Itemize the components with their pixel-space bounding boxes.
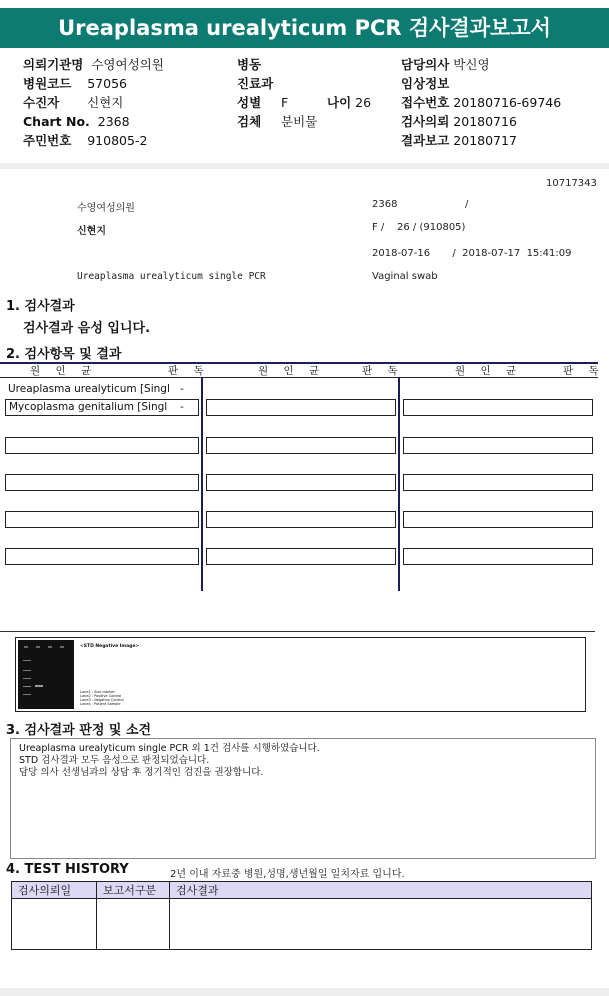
empty-cell — [403, 511, 593, 528]
empty-cell — [97, 899, 170, 950]
empty-cell — [403, 399, 593, 416]
gel-caption: <STD Negative Image> — [80, 644, 140, 649]
ward-label: 병동 — [237, 57, 262, 72]
institution-label: 의뢰기관명 — [23, 57, 84, 72]
item-name-1: Ureaplasma urealyticum [Singl — [8, 383, 170, 395]
empty-cell — [206, 437, 396, 454]
empty-cell — [206, 511, 396, 528]
item-name-2: Mycoplasma genitalium [Singl — [9, 401, 168, 413]
col-label-1: 원 인 균 — [30, 365, 98, 377]
summary-patient: 신현지 — [77, 226, 106, 237]
doc-number: 10717343 — [546, 178, 597, 189]
item-result-2: - — [180, 401, 184, 413]
chart-label: Chart No. — [23, 114, 90, 129]
gel-electrophoresis-image — [18, 640, 74, 709]
history-empty-row — [12, 899, 592, 950]
empty-cell — [170, 899, 592, 950]
sex-value: F — [281, 95, 289, 110]
header-col-1 — [23, 55, 164, 150]
col-result-3: 판 독 — [563, 365, 605, 377]
summary-dates: 2018-07-16 / 2018-07-17 15:41:09 — [372, 248, 572, 259]
col-result-2: 판 독 — [362, 365, 404, 377]
col-label-2: 원 인 균 — [258, 365, 326, 377]
section2-heading: 2. 검사항목 및 결과 — [6, 347, 122, 362]
empty-cell — [5, 437, 199, 454]
chart-value: 2368 — [97, 114, 130, 129]
gel-legend — [80, 690, 124, 706]
department-label: 진료과 — [237, 76, 274, 91]
section1-heading: 1. 검사결과 — [6, 299, 75, 314]
legend-item: Lane3 : Negative Control — [80, 698, 124, 702]
item-result-1: - — [180, 383, 184, 395]
request-value: 20180716 — [453, 114, 517, 129]
resident-label: 주민번호 — [23, 133, 72, 148]
header-divider — [0, 163, 609, 169]
empty-cell — [403, 437, 593, 454]
summary-sex-age: F / 26 / (910805) — [372, 222, 466, 233]
report-title: Ureaplasma urealyticum PCR 검사결과보고서 — [0, 8, 609, 48]
opinion-line-1: Ureaplasma urealyticum single PCR 외 1건 검사를 시행하였습니다. — [19, 743, 320, 754]
legend-item: Lane4 : Patient Sample — [80, 702, 121, 706]
header-col-3 — [401, 55, 561, 150]
opinion-line-3: 담당 의사 선생님과의 상담 후 정기적인 검진을 권장합니다. — [19, 767, 264, 778]
section1-result-text: 검사결과 음성 입니다. — [23, 321, 151, 336]
hospital-code-label: 병원코드 — [23, 76, 72, 91]
empty-cell — [206, 399, 396, 416]
empty-cell — [5, 511, 199, 528]
history-col-result: 검사결과 — [170, 882, 592, 899]
empty-cell — [206, 548, 396, 565]
specimen-label: 검체 — [237, 114, 262, 129]
hospital-code-value: 57056 — [87, 76, 127, 91]
report-label: 결과보고 — [401, 133, 450, 148]
age-field — [327, 93, 371, 112]
empty-cell — [12, 899, 97, 950]
section4-heading: 4. TEST HISTORY — [6, 862, 129, 877]
resident-value: 910805-2 — [87, 133, 148, 148]
history-header-row — [12, 882, 592, 899]
doctor-value: 박신영 — [453, 57, 490, 72]
recipient-label: 수진자 — [23, 95, 60, 110]
sex-label: 성별 — [237, 95, 262, 110]
opinion-box — [10, 738, 596, 859]
summary-institution: 수영여성의원 — [77, 203, 135, 214]
history-table — [11, 881, 592, 950]
header-col-2 — [237, 55, 317, 131]
summary-chart: 2368 — [372, 199, 398, 210]
institution-value: 수영여성의원 — [91, 57, 164, 72]
history-note: 2년 이내 자료중 병원,성명,생년월일 일치자료 입니다. — [170, 869, 405, 880]
footer-band — [0, 988, 609, 996]
legend-item: Lane1 : Size marker — [80, 690, 115, 694]
summary-chart-slash: / — [465, 199, 469, 210]
empty-cell — [5, 474, 199, 491]
summary-specimen: Vaginal swab — [372, 271, 438, 282]
empty-cell — [403, 548, 593, 565]
history-col-request-date: 검사의뢰일 — [12, 882, 97, 899]
receipt-label: 접수번호 — [401, 95, 450, 110]
age-label: 나이 — [327, 95, 352, 110]
request-label: 검사의뢰 — [401, 114, 450, 129]
history-col-report-type: 보고서구분 — [97, 882, 170, 899]
column-divider-2 — [398, 378, 400, 591]
age-value: 26 — [355, 95, 372, 110]
specimen-value: 분비물 — [281, 114, 318, 129]
empty-cell — [5, 548, 199, 565]
col-label-3: 원 인 균 — [455, 365, 523, 377]
section-divider — [0, 631, 595, 632]
opinion-line-2: STD 검사결과 모두 음성으로 판정되었습니다. — [19, 755, 210, 766]
report-value: 20180717 — [453, 133, 517, 148]
col-result-1: 판 독 — [168, 365, 210, 377]
empty-cell — [403, 474, 593, 491]
recipient-value: 신현지 — [87, 95, 124, 110]
doctor-label: 담당의사 — [401, 57, 450, 72]
section3-heading: 3. 검사결과 판정 및 소견 — [6, 723, 152, 738]
receipt-value: 20180716-69746 — [453, 95, 562, 110]
column-divider-1 — [201, 378, 203, 591]
empty-cell — [206, 474, 396, 491]
gel-image-panel — [15, 637, 586, 712]
summary-test-name: Ureaplasma urealyticum single PCR — [77, 271, 266, 282]
legend-item: Lane2 : Positive Control — [80, 694, 122, 698]
clinical-label: 임상정보 — [401, 76, 450, 91]
